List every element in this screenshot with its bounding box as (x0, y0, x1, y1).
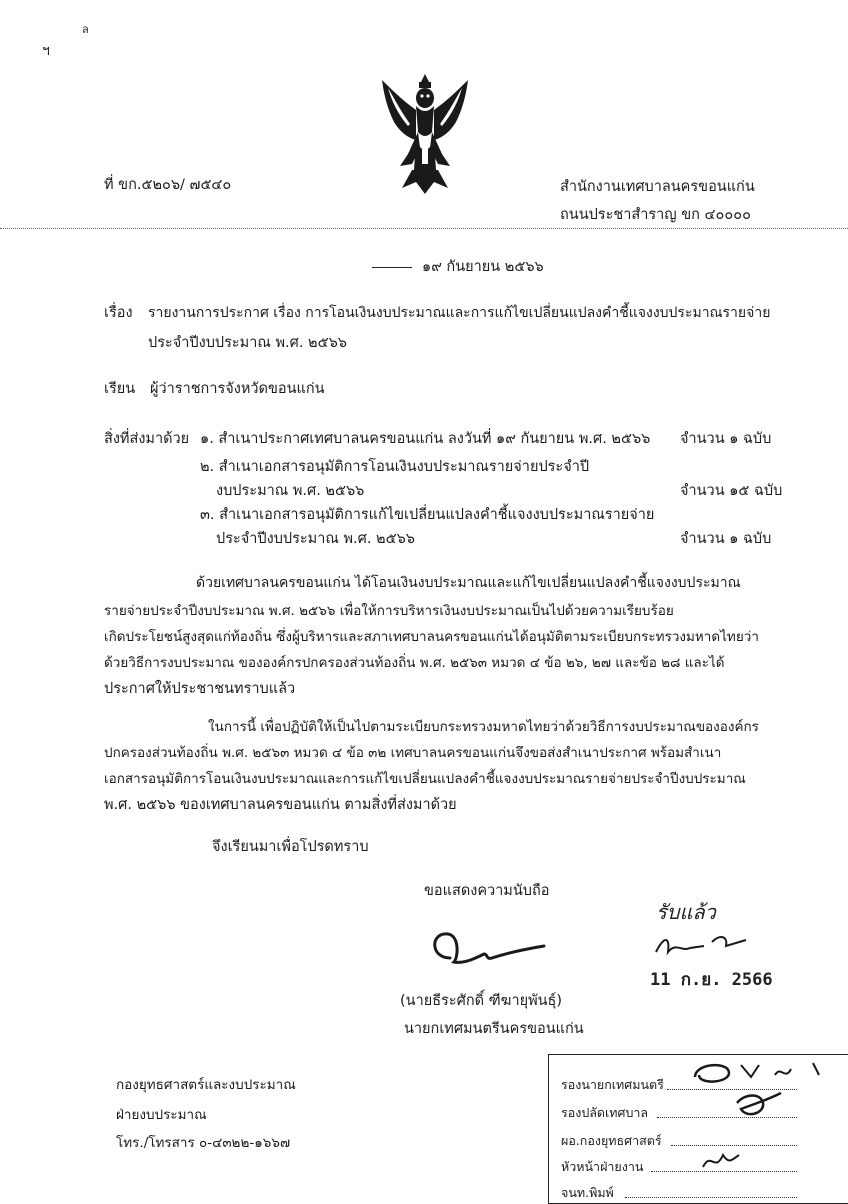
header-divider (0, 228, 848, 229)
margin-mark: ล (82, 23, 89, 36)
routing-row-1: รองนายกเทศมนตรี (561, 1077, 664, 1092)
received-note: รับแล้ว (656, 900, 716, 924)
enclosure-item-3-cont: ประจำปีงบประมาณ พ.ศ. ๒๕๖๖ (216, 531, 415, 547)
enclosure-qty-3: จำนวน ๑ ฉบับ (680, 531, 772, 547)
subject-line-1: รายงานการประกาศ เรื่อง การโอนเงินงบประมาณและการแก้ไขเปลี่ยนแปลงคำชี้แจงงบประมาณรายจ่าย (148, 305, 771, 321)
subject-label: เรื่อง (104, 305, 133, 321)
body-para2-line-4: พ.ศ. ๒๕๖๖ ของเทศบาลนครขอนแก่น ตามสิ่งที่ส่งมาด้วย (104, 797, 457, 813)
signer-title: นายกเทศมนตรีนครขอนแก่น (404, 1021, 584, 1037)
routing-row-4: หัวหน้าฝ่ายงาน (561, 1159, 644, 1174)
body-para2-line-3: เอกสารอนุมัติการโอนเงินงบประมาณและการแก้ไขเปลี่ยนแปลงคำชี้แจงงบประมาณรายจ่ายประจำปีงบประมาณ (104, 771, 746, 787)
received-date: 11 ก.ย. 2566 (650, 970, 773, 990)
body-para1-line-2: รายจ่ายประจำปีงบประมาณ พ.ศ. ๒๕๖๖ เพื่อให้การบริหารเงินงบประมาณเป็นไปด้วยความเรียบร้อย (104, 603, 674, 619)
subject-line-2: ประจำปีงบประมาณ พ.ศ. ๒๕๖๖ (148, 335, 347, 351)
body-para1-line-4: ด้วยวิธีการงบประมาณ ขององค์กรปกครองส่วนท้องถิ่น พ.ศ. ๒๕๖๓ หมวด ๔ ข้อ ๒๖, ๒๗ และข้อ ๒๘ และได้ (104, 655, 725, 671)
enclosure-item-2-cont: งบประมาณ พ.ศ. ๒๕๖๖ (216, 483, 365, 499)
garuda-emblem-icon (372, 70, 478, 200)
office-address: ถนนประชาสำราญ ขก ๔๐๐๐๐ (560, 207, 751, 223)
document-number: ที่ ขก.๕๒๐๖/ ๗๕๔๐ (104, 177, 232, 193)
routing-stamp (548, 1054, 848, 1204)
routing-initials (685, 1055, 845, 1185)
body-para2-line-1: ในการนี้ เพื่อปฏิบัติให้เป็นไปตามระเบียบกระทรวงมหาดไทยว่าด้วยวิธีการงบประมาณขององค์กร (208, 719, 759, 735)
routing-row-2: รองปลัดเทศบาล (561, 1105, 649, 1120)
to-recipient: ผู้ว่าราชการจังหวัดขอนแก่น (150, 381, 325, 397)
footer-department: กองยุทธศาสตร์และงบประมาณ (116, 1077, 296, 1093)
document-date: ๑๙ กันยายน ๒๕๖๖ (372, 258, 544, 276)
body-para1-line-1: ด้วยเทศบาลนครขอนแก่น ได้โอนเงินงบประมาณและแก้ไขเปลี่ยนแปลงคำชี้แจงงบประมาณ (196, 575, 741, 591)
enclosure-qty-1: จำนวน ๑ ฉบับ (680, 431, 772, 447)
closing-regards: ขอแสดงความนับถือ (424, 883, 550, 899)
handwritten-signature (424, 924, 554, 974)
signer-name: (นายธีระศักดิ์ ฑีฆายุพันธุ์) (400, 993, 563, 1009)
received-initials (650, 928, 760, 962)
body-para2-line-2: ปกครองส่วนท้องถิ่น พ.ศ. ๒๕๖๓ หมวด ๔ ข้อ ๓๒ เทศบาลนครขอนแก่นจึงขอส่งสำเนาประกาศ พร้อมสำเนา (104, 745, 722, 761)
routing-line (625, 1197, 797, 1198)
office-name: สำนักงานเทศบาลนครขอนแก่น (560, 179, 755, 195)
routing-row-3: ผอ.กองยุทธศาสตร์ (561, 1133, 662, 1148)
routing-row-5: จนท.พิมพ์ (561, 1185, 614, 1200)
enclosure-label: สิ่งที่ส่งมาด้วย (104, 431, 190, 447)
footer-section: ฝ่ายงบประมาณ (116, 1107, 207, 1123)
enclosure-item-1: ๑. สำเนาประกาศเทศบาลนครขอนแก่น ลงวันที่ ๑๙ กันยายน พ.ศ. ๒๕๖๖ (200, 431, 651, 447)
footer-phone: โทร./โทรสาร ๐-๔๓๒๒-๑๖๖๗ (116, 1135, 291, 1151)
body-para1-line-3: เกิดประโยชน์สูงสุดแก่ท้องถิ่น ซึ่งผู้บริหารและสภาเทศบาลนครขอนแก่นได้อนุมัติตามระเบียบกระทรวงมหาดไทยว่า (104, 629, 759, 645)
to-label: เรียน (104, 381, 136, 397)
enclosure-qty-2: จำนวน ๑๕ ฉบับ (680, 483, 783, 499)
closing-request: จึงเรียนมาเพื่อโปรดทราบ (212, 839, 369, 855)
enclosure-item-3: ๓. สำเนาเอกสารอนุมัติการแก้ไขเปลี่ยนแปลงคำชี้แจงงบประมาณรายจ่าย (200, 507, 655, 523)
enclosure-item-2: ๒. สำเนาเอกสารอนุมัติการโอนเงินงบประมาณรายจ่ายประจำปี (200, 459, 590, 475)
margin-mark: ฯ (42, 43, 50, 59)
body-para1-line-5: ประกาศให้ประชาชนทราบแล้ว (104, 681, 296, 697)
